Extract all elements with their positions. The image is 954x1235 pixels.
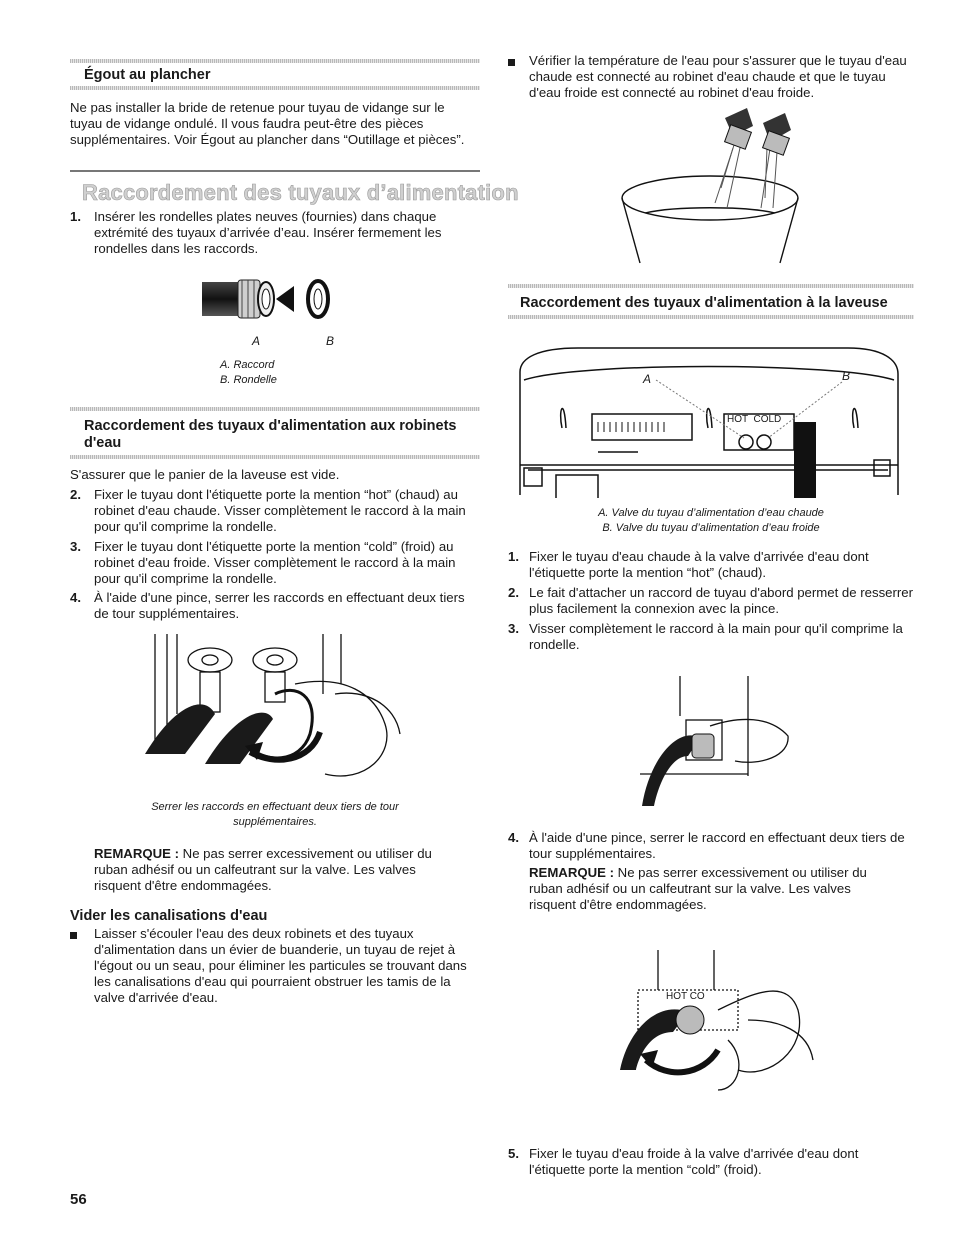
section-rule [70,170,480,172]
robinets-intro: S'assurer que le panier de la laveuse est vide. [70,467,340,482]
figure-caption-b: B. Rondelle [220,374,277,386]
page-number: 56 [70,1191,87,1208]
remarque-note [529,865,899,913]
pliers-valve-illustration [618,950,828,1100]
step-text: Visser complètement le raccord à la main pour qu'il comprime la rondelle. [529,621,903,652]
hot-cold-label: HOT CO [666,991,705,1002]
step-number: 1. [508,549,519,564]
hot-cold-label: HOT COLD [727,414,782,425]
figure-label-a: A [252,334,261,348]
figure-caption-b: B. Valve du tuyau d’alimentation d’eau froide [602,522,820,534]
figure-label-b: B [326,334,335,348]
remarque-note [94,846,464,894]
egout-heading: Égout au plancher [84,67,211,83]
step-number: 4. [70,590,81,605]
vider-paragraph: Laisser s'écouler l'eau des deux robinets et des tuyaux d'alimentation dans un évier de buanderie, un tuyau de rejet à l'égout ou un seau, pour éliminer les particules se trouvant dans les canalisations d'eau qui pourraient obstruer les tamis de la valve d'arrivée d'eau. [94,926,467,1005]
section-title: Raccordement des tuyaux d’alimentation [82,180,519,205]
step-number: 3. [508,621,519,636]
step-number: 5. [508,1146,519,1161]
figure-label-a: A [643,372,652,386]
verify-paragraph: Vérifier la température de l'eau pour s'assurer que le tuyau d'eau chaude est connecté au robinet d'eau chaude et que le tuyau d'eau froide est connecté au robinet d'eau froide. [529,53,907,100]
figure-caption-a: A. Raccord [220,359,275,371]
egout-paragraph: Ne pas installer la bride de retenue pour tuyau de vidange sur le tuyau de vidange ondulé. Il vous faudra peut-être des pièces supplémentaires. Voir Égout au plancher dans “Outillage et pièces”. [70,100,465,147]
step-number: 3. [70,539,81,554]
step-text: Fixer le tuyau d'eau froide à la valve d'arrivée d'eau dont l'étiquette porte la mention “cold” (froid). [529,1146,859,1177]
remarque-label: REMARQUE : [94,846,179,861]
step-number: 2. [508,585,519,600]
step-text: À l'aide d'une pince, serrer le raccord en effectuant deux tiers de tour supplémentaires. [529,830,905,861]
section-divider [508,284,914,288]
bullet [508,59,515,66]
pliers-faucet-illustration [145,634,415,794]
figure-caption-a: A. Valve du tuyau d’alimentation d’eau chaude [598,507,824,519]
figure-caption: Serrer les raccords en effectuant deux tiers de tour supplémentaires. [151,801,399,828]
step-text: Insérer les rondelles plates neuves (fournies) dans chaque extrémité des tuyaux d’arrivée d’eau. Insérer fermement les rondelles dans les raccords. [94,209,442,256]
section-divider [508,315,914,319]
step-number: 4. [508,830,519,845]
step-text: À l'aide d'une pince, serrer les raccords en effectuant deux tiers de tour supplémentaires. [94,590,465,621]
bullet [70,932,77,939]
section-divider [70,59,480,63]
step-number: 2. [70,487,81,502]
laveuse-heading: Raccordement des tuyaux d'alimentation à la laveuse [520,295,888,311]
section-divider [70,407,480,411]
figure-label-b: B [842,369,851,383]
vider-heading: Vider les canalisations d'eau [70,908,268,924]
hand-hose-valve-illustration [640,676,800,806]
remarque-text: Ne pas serrer excessivement ou utiliser du ruban adhésif ou un calfeutrant sur la valve. Les valves risquent d'être endommagées. [94,846,432,893]
washer-valves-illustration [518,340,900,498]
step-number: 1. [70,209,81,224]
section-divider [70,455,480,459]
step-text: Le fait d'attacher un raccord de tuyau d'abord permet de resserrer plus facilement la connexion avec la pince. [529,585,914,616]
fitting-washer-illustration [200,272,360,332]
step-text: Fixer le tuyau dont l'étiquette porte la mention “hot” (chaud) au robinet d'eau chaude. Visser complètement le raccord à la main pour qu'il comprime la rondelle. [94,487,466,534]
robinets-heading: Raccordement des tuyaux d'alimentation aux robinets d'eau [84,418,457,451]
section-divider [70,86,480,90]
step-text: Fixer le tuyau d'eau chaude à la valve d'arrivée d'eau dont l'étiquette porte la mention “hot” (chaud). [529,549,869,580]
remarque-text: Ne pas serrer excessivement ou utiliser du ruban adhésif ou un calfeutrant sur la valve. Les valves risquent d'être endommagées. [529,865,867,912]
remarque-label: REMARQUE : [529,865,614,880]
step-text: Fixer le tuyau dont l'étiquette porte la mention “cold” (froid) au robinet d'eau froide. Visser complètement le raccord à la main pour qu'il comprime la rondelle. [94,539,456,586]
bucket-hoses-illustration [615,108,805,268]
